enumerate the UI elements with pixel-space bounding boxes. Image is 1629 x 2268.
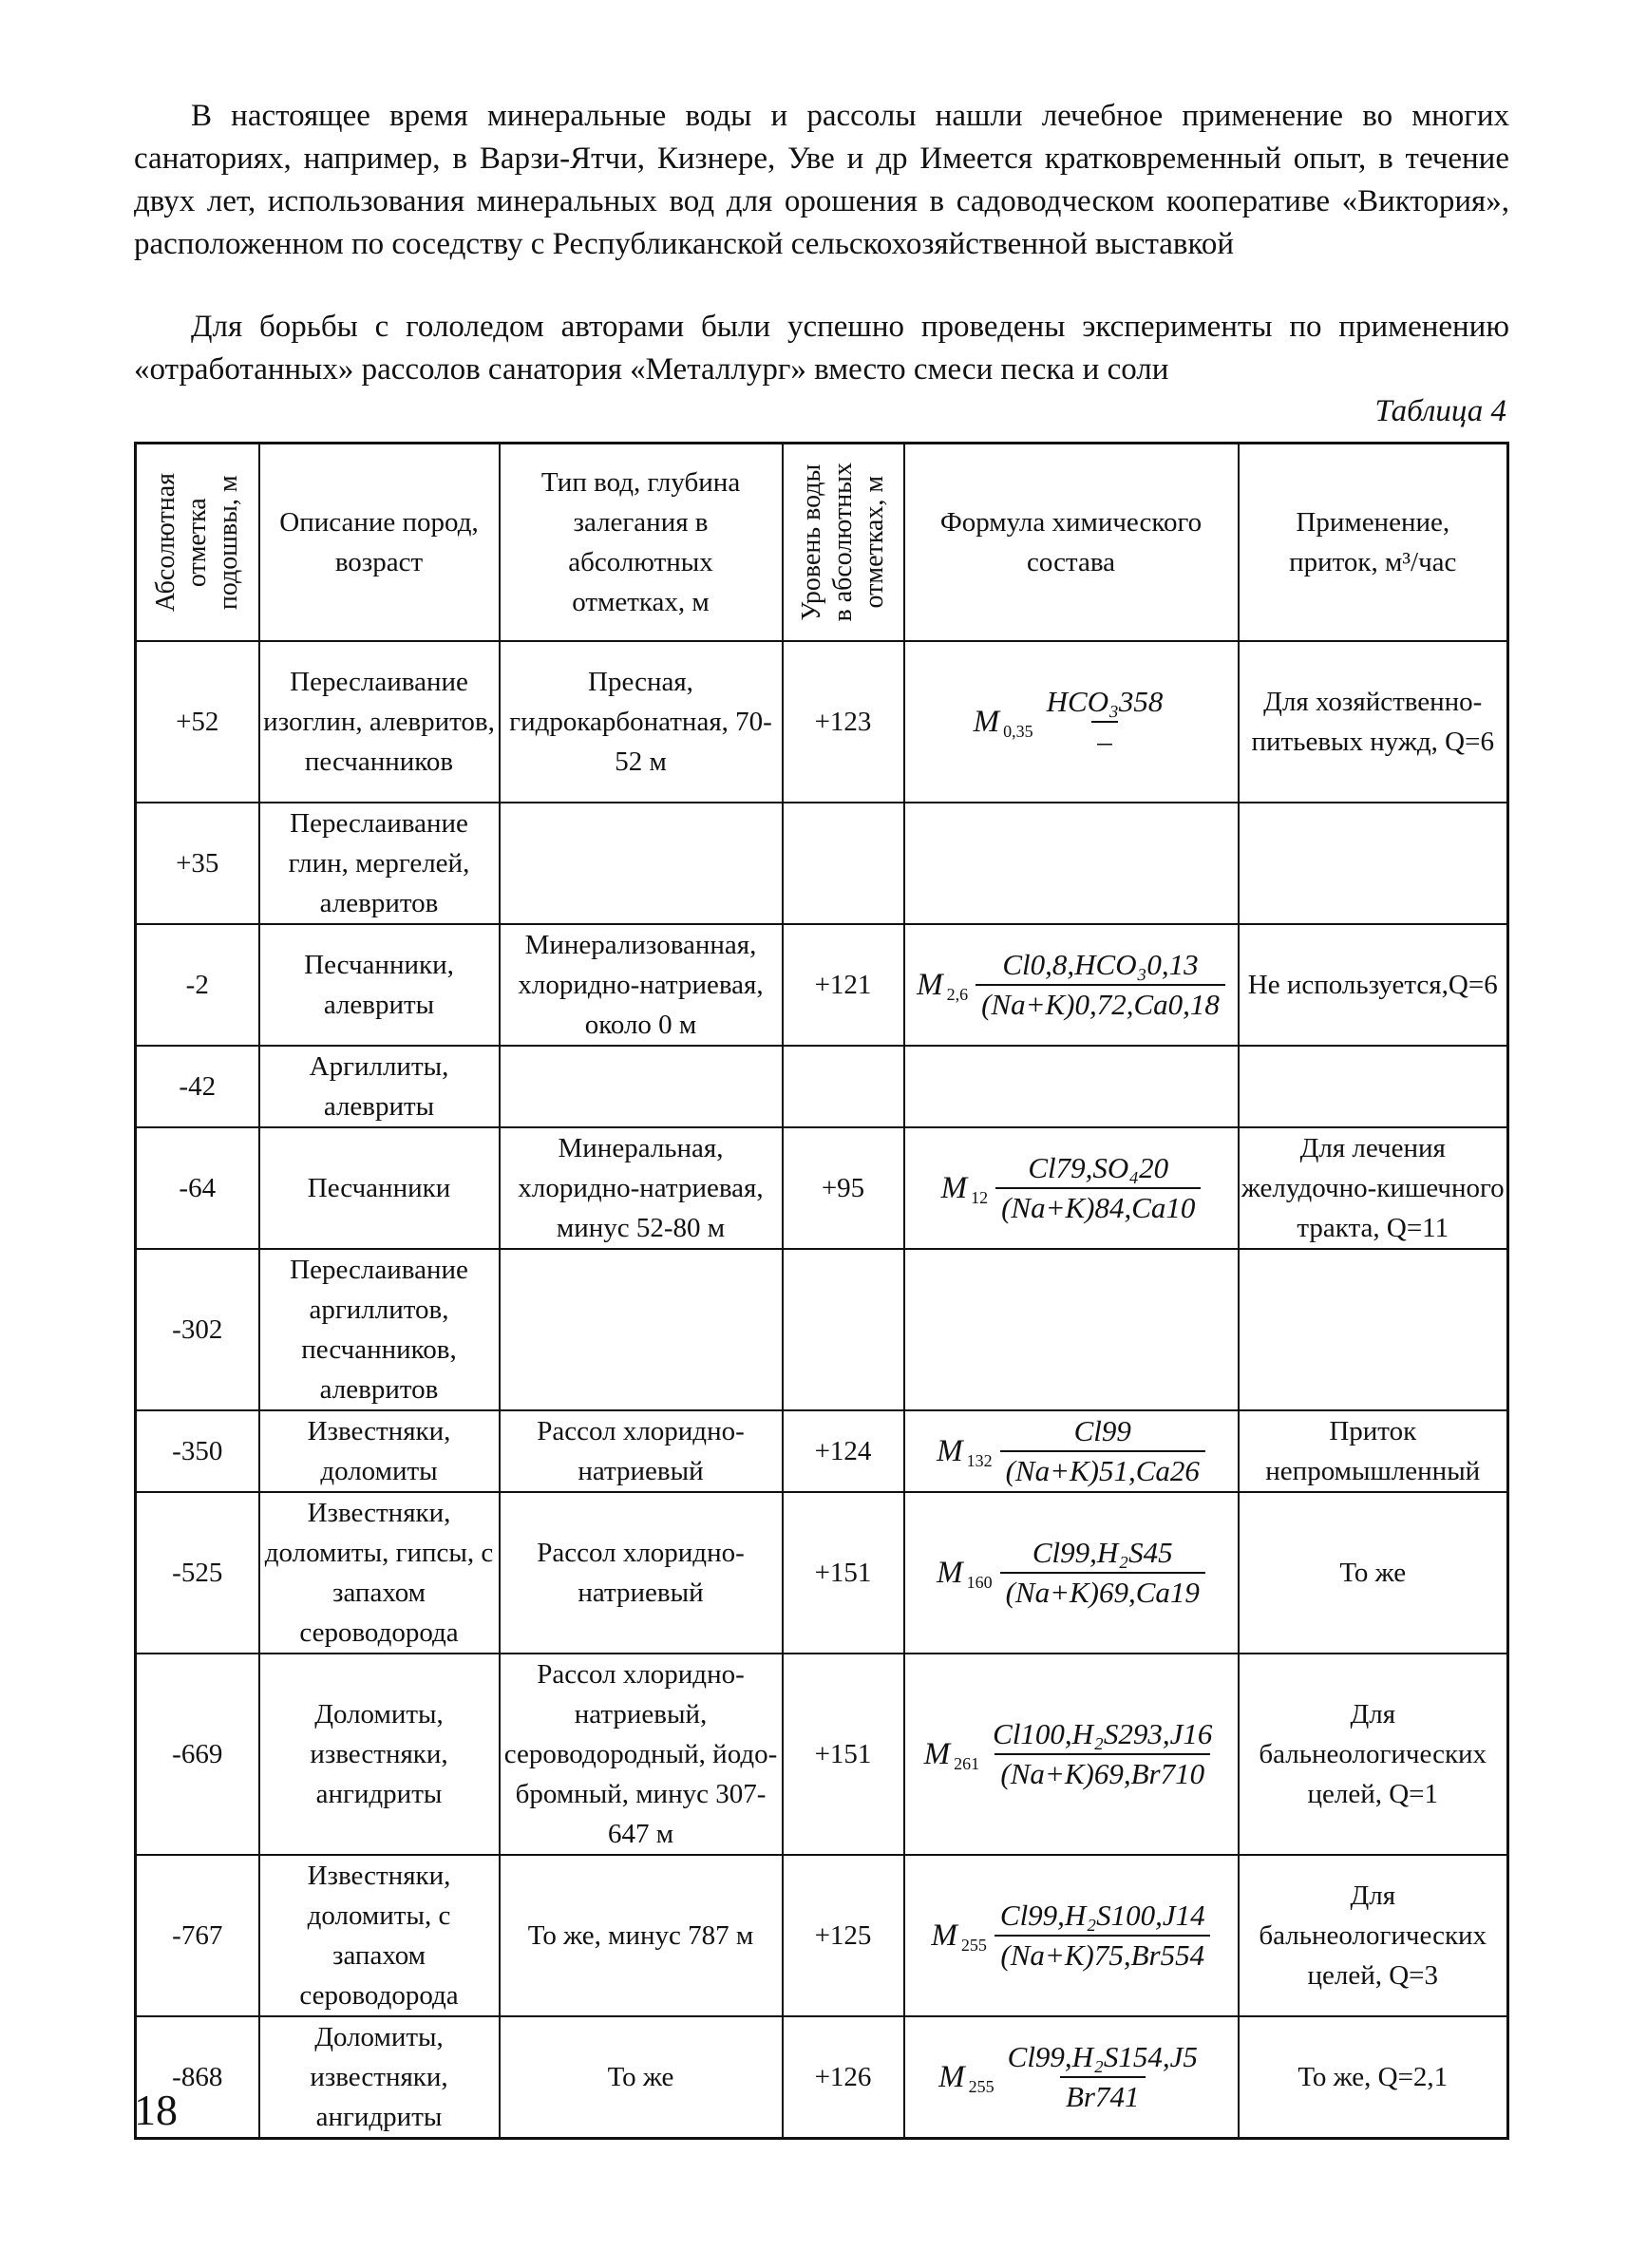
kurlov-formula (924, 1715, 1219, 1793)
table-row (136, 641, 1508, 803)
cell-use: То же, Q=2,1 (1239, 2016, 1508, 2139)
header-water-level: Уровень воды в абсолютных отметках, м (783, 444, 904, 642)
page-number: 18 (134, 2086, 178, 2134)
formula-cations: (Na+K)69,Br710 (994, 1753, 1210, 1793)
cell-rocks: Доломиты, известняки, ангидриты (259, 1654, 500, 1855)
cell-formula (904, 1855, 1239, 2016)
cell-rocks: Песчанники (259, 1127, 500, 1249)
formula-mineralization: 255 (968, 2077, 994, 2096)
cell-formula (904, 1127, 1239, 1249)
cell-water-type (500, 1046, 783, 1127)
cell-formula (904, 2016, 1239, 2139)
cell-use: То же (1239, 1492, 1508, 1654)
header-water-type: Тип вод, глубина залегания в абсолютных отметках, м (500, 444, 783, 642)
kurlov-formula (917, 946, 1225, 1024)
formula-mineralization: 2,6 (946, 985, 969, 1004)
cell-elevation: +52 (136, 641, 259, 803)
cell-elevation: -42 (136, 1046, 259, 1127)
cell-formula (904, 803, 1239, 924)
table-row (136, 924, 1508, 1046)
cell-water-type: То же, минус 787 м (500, 1855, 783, 2016)
cell-water-level (783, 803, 904, 924)
cell-elevation: -868 (136, 2016, 259, 2139)
formula-mineralization: 160 (966, 1573, 993, 1592)
formula-fraction (1000, 1534, 1205, 1612)
table-row (136, 1046, 1508, 1127)
kurlov-formula (937, 1412, 1205, 1490)
formula-fraction (1002, 2038, 1203, 2116)
formula-m: M (923, 1737, 951, 1771)
cell-water-type: Рассол хлоридно-натриевый (500, 1492, 783, 1654)
cell-rocks: Переслаивание изоглин, алевритов, песчанников (259, 641, 500, 803)
cell-water-level (783, 1046, 904, 1127)
formula-m: M (937, 1556, 963, 1590)
cell-water-type: Минерализованная, хлоридно-натриевая, около 0 м (500, 924, 783, 1046)
formula-fraction (994, 1897, 1211, 1975)
table-row (136, 1410, 1508, 1492)
table-row (136, 1855, 1508, 2016)
formula-fraction (1041, 683, 1169, 761)
cell-elevation: -767 (136, 1855, 259, 2016)
cell-water-type: То же (500, 2016, 783, 2139)
kurlov-formula (931, 1897, 1210, 1975)
cell-water-type: Рассол хлоридно-натриевый, сероводородный, йодо-бромный, минус 307-647 м (500, 1654, 783, 1855)
cell-rocks: Песчанники, алевриты (259, 924, 500, 1046)
formula-m: M (938, 2060, 965, 2094)
cell-water-type (500, 1249, 783, 1410)
cell-elevation: +35 (136, 803, 259, 924)
cell-rocks: Аргиллиты, алевриты (259, 1046, 500, 1127)
formula-fraction (987, 1715, 1218, 1793)
cell-formula (904, 1654, 1239, 1855)
formula-m: M (973, 705, 1000, 739)
formula-fraction (1000, 1412, 1205, 1490)
header-use: Применение, приток, м³/час (1239, 444, 1508, 642)
cell-rocks: Известняки, доломиты (259, 1410, 500, 1492)
header-rocks: Описание пород, возраст (259, 444, 500, 642)
cell-use: Для бальнеологических целей, Q=3 (1239, 1855, 1508, 2016)
formula-fraction (976, 946, 1225, 1024)
kurlov-formula (938, 2038, 1203, 2116)
cell-water-type: Пресная, гидрокарбонатная, 70-52 м (500, 641, 783, 803)
header-elevation: Абсолютная отметка подошвы, м (136, 444, 259, 642)
formula-m: M (937, 1434, 963, 1468)
table-row (136, 1654, 1508, 1855)
formula-cations: – (1091, 721, 1118, 761)
cell-formula (904, 641, 1239, 803)
cell-formula (904, 1492, 1239, 1654)
formula-mineralization: 255 (960, 1936, 987, 1955)
cell-formula (904, 924, 1239, 1046)
cell-rocks: Известняки, доломиты, гипсы, с запахом сероводорода (259, 1492, 500, 1654)
formula-m: M (931, 1918, 957, 1953)
formula-anions: Cl99,H₂S100,J14 (999, 1899, 1205, 1932)
formula-mineralization: 261 (954, 1754, 980, 1773)
cell-use: Для хозяйственно-питьевых нужд, Q=6 (1239, 641, 1508, 803)
cell-water-type: Минеральная, хлоридно-натриевая, минус 52-80 м (500, 1127, 783, 1249)
formula-cations: (Na+K)75,Br554 (994, 1935, 1210, 1975)
cell-formula (904, 1410, 1239, 1492)
cell-rocks: Переслаивание глин, мергелей, алевритов (259, 803, 500, 924)
cell-use: Приток непромышленный (1239, 1410, 1508, 1492)
table-row (136, 2016, 1508, 2139)
cell-water-level: +121 (783, 924, 904, 1046)
formula-cations: (Na+K)0,72,Ca0,18 (976, 984, 1225, 1024)
formula-mineralization: 132 (966, 1451, 993, 1470)
cell-use (1239, 1046, 1508, 1127)
table-row (136, 1492, 1508, 1654)
formula-anions: Cl0,8,HCO₃0,13 (1002, 948, 1199, 981)
formula-mineralization: 0,35 (1003, 722, 1033, 741)
formula-m: M (917, 968, 943, 1002)
formula-anions: HCO₃358 (1046, 685, 1164, 718)
paragraph-2: Для борьбы с гололедом авторами были успешно проведены эксперименты по применению «отработанных» рассолов санатория «Металлург» вместо смеси песка и соли (134, 310, 1509, 387)
header-formula: Формула химического состава (904, 444, 1239, 642)
formula-fraction (995, 1149, 1201, 1227)
kurlov-formula (937, 1534, 1205, 1612)
cell-water-level: +151 (783, 1492, 904, 1654)
cell-rocks: Переслаивание аргиллитов, песчанников, алевритов (259, 1249, 500, 1410)
cell-use: Для бальнеологических целей, Q=1 (1239, 1654, 1508, 1855)
cell-formula (904, 1249, 1239, 1410)
table-row (136, 1127, 1508, 1249)
cell-rocks: Известняки, доломиты, с запахом сероводорода (259, 1855, 500, 2016)
formula-anions: Cl79,SO₄20 (1028, 1151, 1169, 1184)
cell-water-level: +125 (783, 1855, 904, 2016)
cell-water-level: +151 (783, 1654, 904, 1855)
cell-rocks: Доломиты, известняки, ангидриты (259, 2016, 500, 2139)
table-row (136, 803, 1508, 924)
cell-water-level: +126 (783, 2016, 904, 2139)
formula-anions: Cl99,H₂S45 (1032, 1536, 1173, 1569)
cell-formula (904, 1046, 1239, 1127)
cell-use (1239, 1249, 1508, 1410)
paragraph-1: В настоящее время минеральные воды и рассолы нашли лечебное применение во многих санаториях, например, в Варзи-Ятчи, Кизнере, Уве и др Имеется кратковременный опыт, в течение двух лет, использования минеральных вод для орошения в садоводческом кооперативе «Виктория», расположенном по соседству с Республиканской сельскохозяйственной выставкой (134, 99, 1509, 261)
cell-elevation: -669 (136, 1654, 259, 1855)
cell-elevation: -64 (136, 1127, 259, 1249)
cell-elevation: -525 (136, 1492, 259, 1654)
formula-anions: Cl99 (1073, 1414, 1131, 1447)
table-caption: Таблица 4 (1374, 394, 1506, 428)
formula-cations: (Na+K)51,Ca26 (1000, 1450, 1205, 1490)
cell-water-type: Рассол хлоридно-натриевый (500, 1410, 783, 1492)
cell-elevation: -350 (136, 1410, 259, 1492)
table-header-row (136, 444, 1508, 642)
table-row (136, 1249, 1508, 1410)
formula-cations: Br741 (1060, 2076, 1146, 2116)
formula-cations: (Na+K)84,Ca10 (995, 1187, 1201, 1227)
cell-water-type (500, 803, 783, 924)
cell-elevation: -2 (136, 924, 259, 1046)
cell-water-level: +123 (783, 641, 904, 803)
cell-elevation: -302 (136, 1249, 259, 1410)
kurlov-formula (974, 683, 1169, 761)
cell-water-level: +95 (783, 1127, 904, 1249)
cell-use (1239, 803, 1508, 924)
kurlov-formula (941, 1149, 1202, 1227)
formula-m: M (940, 1171, 968, 1205)
formula-mineralization: 12 (971, 1188, 989, 1207)
cell-use: Не используется,Q=6 (1239, 924, 1508, 1046)
formula-anions: Cl100,H₂S293,J16 (993, 1717, 1213, 1750)
formula-anions: Cl99,H₂S154,J5 (1007, 2040, 1198, 2073)
formula-cations: (Na+K)69,Ca19 (1000, 1572, 1205, 1612)
table-4 (134, 442, 1509, 2140)
cell-water-level (783, 1249, 904, 1410)
cell-water-level: +124 (783, 1410, 904, 1492)
cell-use: Для лечения желудочно-кишечного тракта, Q=11 (1239, 1127, 1508, 1249)
